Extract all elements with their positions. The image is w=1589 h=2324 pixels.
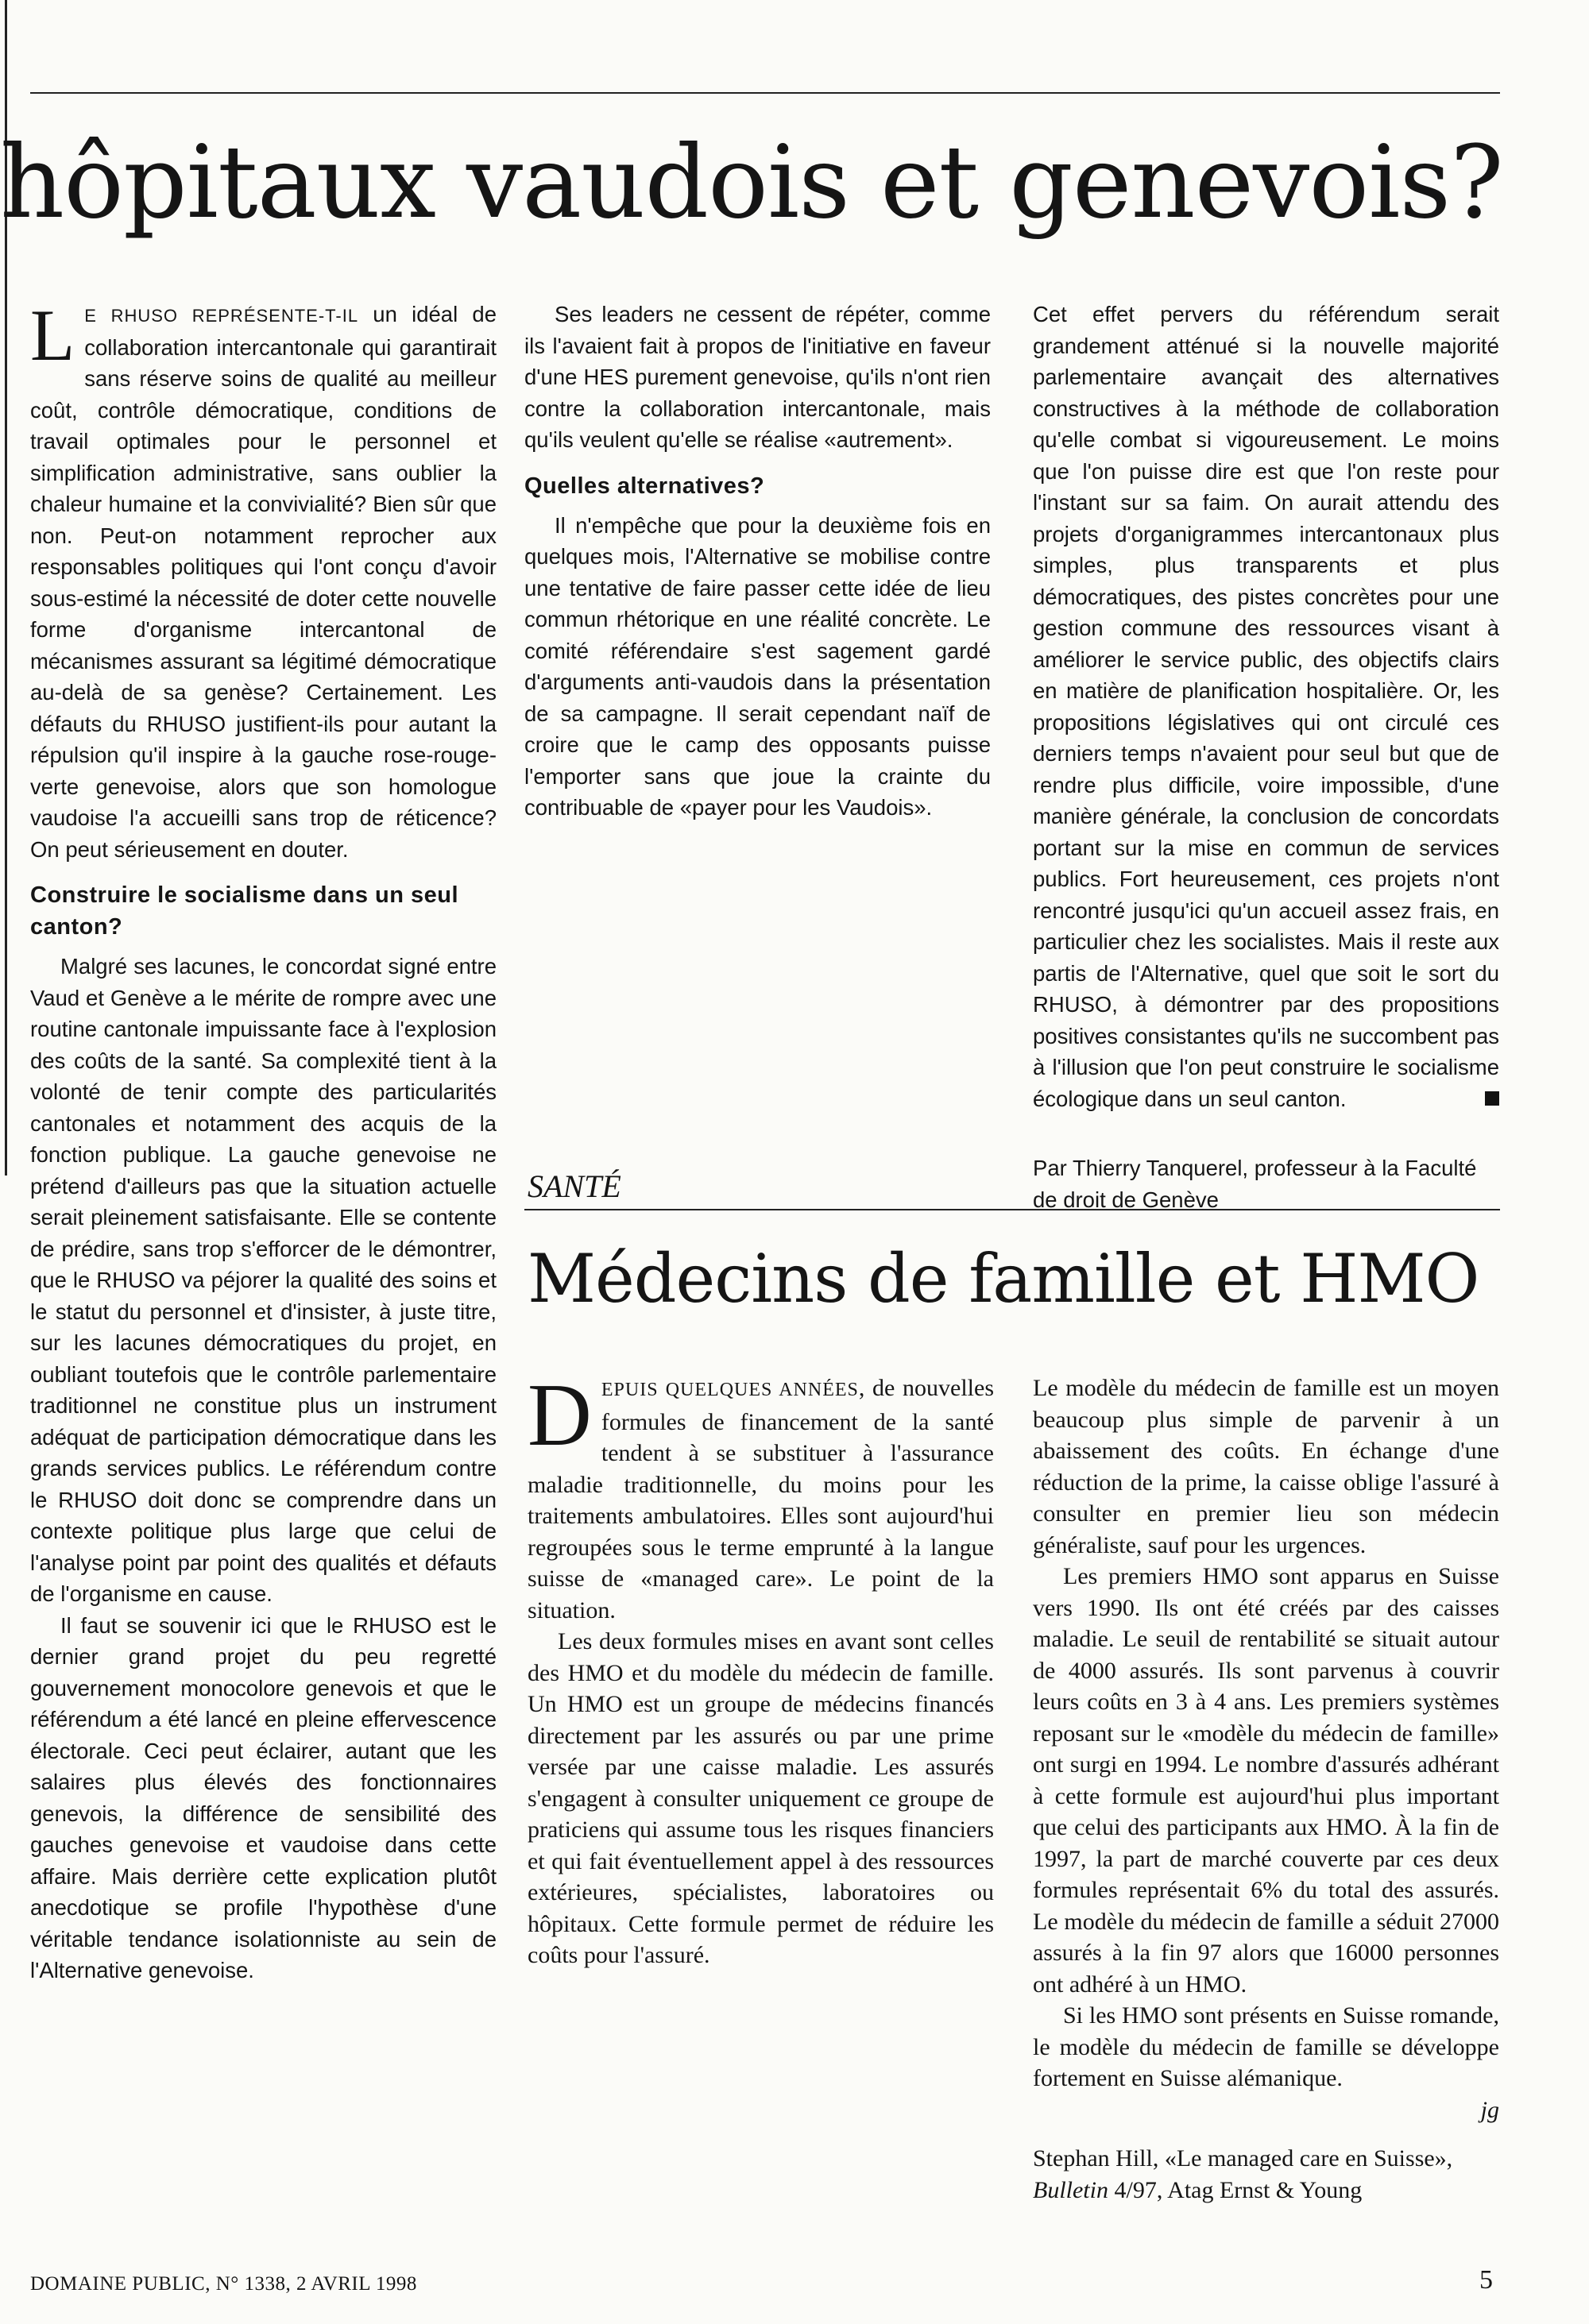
paragraph: Si les HMO sont présents en Suisse romande, le modèle du médecin de famille se développe fortement en Suisse alémanique. — [1033, 2002, 1499, 2091]
journal-title: Bulletin — [1033, 2176, 1108, 2203]
section-label: SANTÉ — [528, 1168, 621, 1204]
lead-paragraph — [528, 1366, 994, 1626]
article2-column-1 — [528, 1366, 994, 1971]
paragraph-text: un idéal de collaboration intercantonale qui garantirait sans réserve soins de qualité au meilleur coût, contrôle démocratique, conditions de travail optimales pour le personnel et simplification administrative, sans oublier la chaleur humaine et la convivialité? Bien sûr que non. Peut-on notamment reprocher aux responsables politiques qui l'ont conçu d'avoir sous-estimé la nécessité de doter cette nouvelle forme d'organisme intercantonal de mécanismes assurant sa légitimé démocratique au-delà de sa genèse? Certainement. Les défauts du RHUSO justifient-ils pour autant la répulsion qu'il inspire à la gauche rose-rouge-verte genevoise, alors que son homologue vaudoise l'a accueilli sans trop de réticence? On peut sérieusement en douter. — [30, 302, 497, 862]
drop-cap: L — [30, 295, 75, 376]
article2-headline: Médecins de famille et HMO — [528, 1240, 1479, 1318]
author-signature: jg — [1480, 2096, 1499, 2123]
paragraph-text: , de nouvelles formules de financement de la santé tendent à se substituer à l'assurance maladie traditionnelle, du moins pour les traitements ambulatoires. Elles sont aujourd'hui regroupées sous le terme emprunté à la langue suisse de «managed care». Le point de la situation. — [528, 1375, 994, 1623]
article-headline: hôpitaux vaudois et genevois? — [0, 124, 1503, 241]
top-rule — [30, 92, 1500, 94]
lead-smallcaps: EPUIS QUELQUES ANNÉES — [601, 1380, 859, 1400]
paragraph: Le modèle du médecin de famille est un moyen beaucoup plus simple de parvenir à un abaissement des coûts. En échange d'une réduction de la prime, la caisse oblige l'assuré à consulter en premier lieu son médecin généraliste, sauf pour les urgences. — [1033, 1375, 1499, 1558]
end-mark-icon — [1485, 1091, 1499, 1106]
paragraph: Il n'empêche que pour la deuxième fois en quelques mois, l'Alternative se mobilise contre une tentative de faire passer cette idée de lieu commun rhétorique en une réalité concrète. Le comité référendaire s'est sagement gardé d'arguments anti-vaudois dans la présentation de sa campagne. Il serait cependant naïf de croire que le camp des opposants puisse l'emporter sans que joue la crainte du contribuable de «payer pour les Vaudois». — [524, 512, 991, 820]
paragraph: Les deux formules mises en avant sont celles des HMO et du modèle du médecin de famille. Un HMO est un groupe de médecins financés directement par les assurés ou par une prime versée par une caisse maladie. Les assurés s'engagent à consulter uniquement ce groupe de praticiens qui assume tous les risques financiers et qui fait éventuellement appel à des ressources extérieures, spécialistes, laboratoires ou hôpitaux. Cette formule permet de réduire les coûts pour l'assuré. — [528, 1628, 994, 1968]
paragraph-continued: Cet effet pervers du référendum serait grandement atténué si la nouvelle majorité parlementaire avançait des alternatives constructives à la méthode de collaboration qu'elle combat si vigoureusement. Le moins que l'on puisse dire est que l'on reste pour l'instant sur sa faim. On aurait attendu des projets d'organigrammes intercantonaux plus simples, plus transparents et plus démocratiques, des pistes concrètes pour une gestion commune des ressources visant à améliorer le service public, des objectifs clairs en matière de planification hospitalière. Or, les propositions législatives qui ont circulé ces derniers temps n'avaient pour seul but que de rendre plus difficile, voire impossible, d'une manière générale, la conclusion de concordats portant sur la mise en commun de services publics. Fort heureusement, ces projets n'ont rencontré jusqu'ici qu'un accueil assez frais, en particulier chez les socialistes. Mais il reste aux partis de l'Alternative, quel que soit le sort du RHUSO, à démontrer par des propositions positives consistantes qu'ils ne succombent pas à l'illusion que l'on peut construire le socialisme écologique dans un seul canton. — [1033, 302, 1499, 1111]
lead-smallcaps: E RHUSO REPRÉSENTE-T-IL — [84, 306, 359, 326]
article1-column-1 — [30, 295, 497, 1986]
paragraph: Les premiers HMO sont apparus en Suisse vers 1990. Ils ont été créés par des caisses maladie. Le seuil de rentabilité se situait autour de 4000 assurés. Ils sont parvenus à couvrir leurs coûts en 3 à 4 ans. Les premiers systèmes reposant sur le «modèle du médecin de famille» ont surgi en 1994. Le nombre d'assurés adhérant à cette formule est aujourd'hui plus important que celui des participants aux HMO. À la fin de 1997, la part de marché couverte par ces deux formules représentait 6% du total des assurés. Le modèle du médecin de famille a séduit 27000 assurés à la fin 97 alors que 16000 personnes ont adhéré à un HMO. — [1033, 1563, 1499, 1998]
page-number: 5 — [1479, 2265, 1493, 2295]
lead-paragraph — [30, 295, 497, 865]
author-credit: Par Thierry Tanquerel, professeur à la Faculté de droit de Genève — [1033, 1156, 1477, 1212]
paragraph: Malgré ses lacunes, le concordat signé entre Vaud et Genève a le mérite de rompre avec une routine cantonale impuissante face à l'explosion des coûts de la santé. Sa complexité tient à la volonté de tenir compte des particularités cantonales et notamment des acquis de la fonction publique. La gauche genevoise ne prétend d'ailleurs pas que la situation actuelle serait pleinement satisfaisante. Elle se contente de prédire, sans trop s'efforcer de le démontrer, que le RHUSO va péjorer la qualité des soins et le statut du personnel et d'insister, à juste titre, sur les lacunes démocratiques du projet, en oubliant toutefois que le contrôle parlementaire traditionnel ne constitue plus un instrument adéquat de participation démocratique dans les grands services publics. Le référendum contre le RHUSO doit donc se comprendre dans un contexte politique plus large que celui de l'analyse point par point des qualités et défauts de l'organisme en cause. — [30, 954, 497, 1606]
publication-footer: DOMAINE PUBLIC, N° 1338, 2 AVRIL 1998 — [30, 2273, 417, 2295]
paragraph: Ses leaders ne cessent de répéter, comme ils l'avaient fait à propos de l'initiative en faveur d'une HES purement genevoise, qu'ils n'ont rien contre la collaboration intercantonale, mais qu'ils veulent qu'elle se réalise «autrement». — [524, 302, 991, 452]
subheading: Construire le socialisme dans un seul canton? — [30, 882, 459, 940]
article1-column-2 — [524, 299, 991, 824]
reference: Stephan Hill, «Le managed care en Suisse», Bulletin 4/97, Atag Ernst & Young — [1033, 2145, 1453, 2203]
article2-column-2 — [1033, 1372, 1499, 2206]
article1-column-3 — [1033, 299, 1499, 1215]
drop-cap: D — [528, 1366, 592, 1465]
subheading: Quelles alternatives? — [524, 473, 765, 499]
paragraph: Il faut se souvenir ici que le RHUSO est le dernier grand projet du peu regretté gouvernement monocolore genevois et que le référendum a été lancé en pleine effervescence électorale. Ceci peut éclairer, autant que les salaires plus élevés des fonctionnaires genevois, la différence de sensibilité des gauches genevoise et vaudoise dans cette affaire. Mais derrière cette explication plutôt anecdotique se profile l'hypothèse d'une véritable tendance isolationniste au sein de l'Alternative genevoise. — [30, 1612, 497, 1982]
